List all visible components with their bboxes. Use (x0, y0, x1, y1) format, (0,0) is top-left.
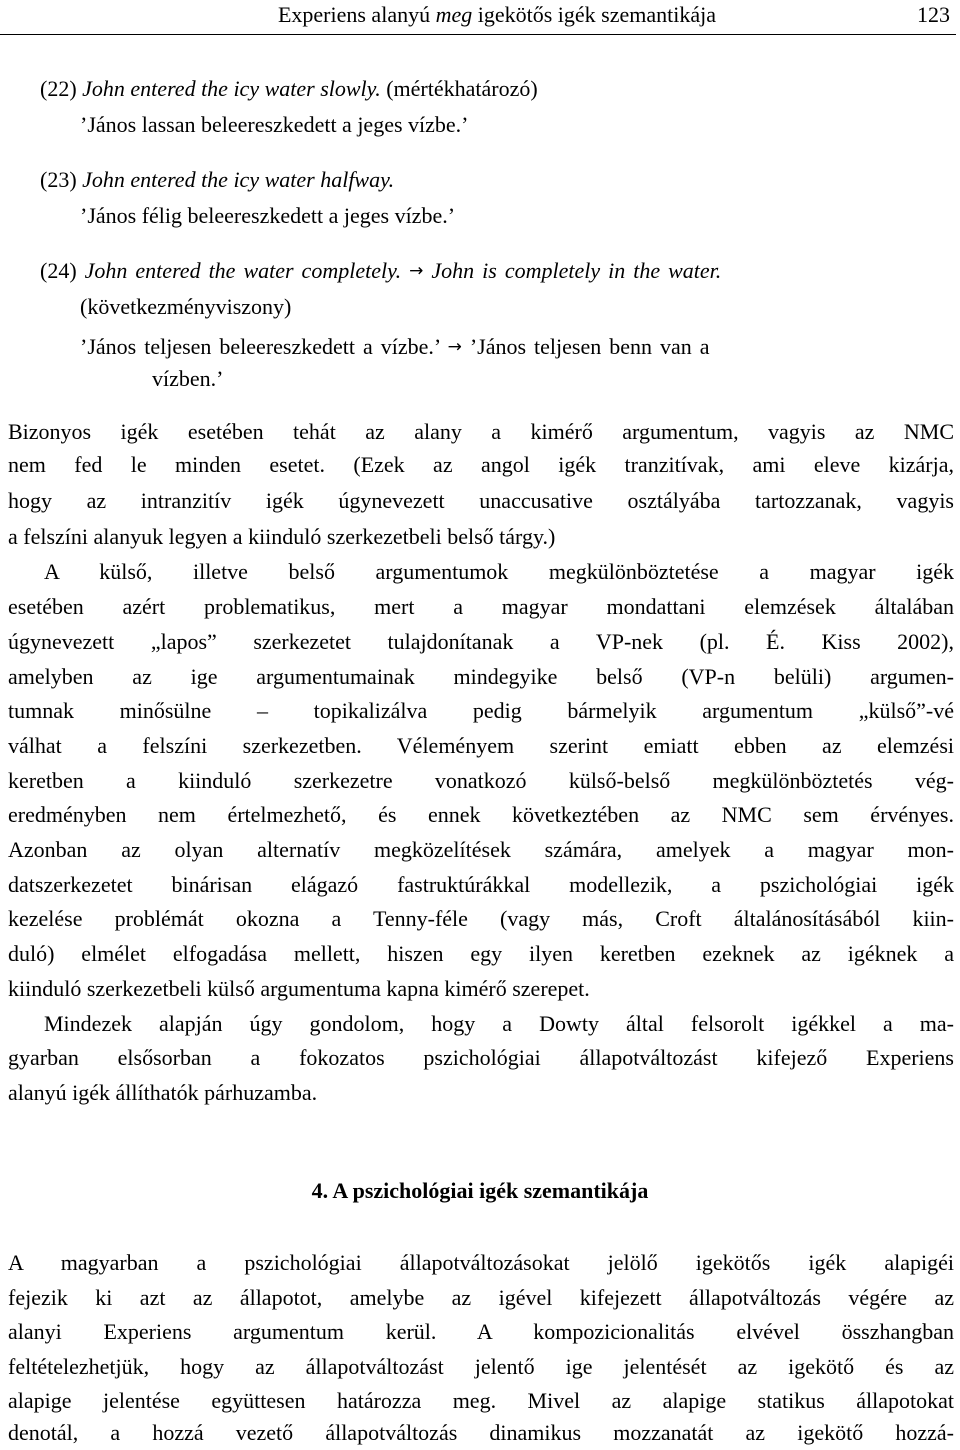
arrow-icon: → (447, 337, 462, 357)
paragraph-line: A külső, illetve belső argumentumok megkülönböztetése a magyar igék (44, 559, 954, 584)
running-title-part: Experiens alanyú (277, 2, 436, 27)
paragraph-line: a felszíni alanyuk legyen a kiinduló szerkezetbeli belső tárgy.) (8, 524, 556, 549)
paragraph-line: amelyben az ige argumentumainak mindegyike belső (VP-n belüli) argumen- (8, 664, 954, 689)
example-24-gloss (80, 333, 960, 363)
paragraph-line: kiinduló szerkezetbeli külső argumentuma kapna kimérő szerepet. (8, 976, 590, 1001)
example-24-label: (következményviszony) (80, 294, 292, 319)
paragraph-line: duló) elmélet elfogadása mellett, hiszen egy ilyen keretben ezeknek az igéknek a (8, 941, 954, 966)
paragraph-line: alapige jelentése együttesen határozza meg. Mivel az alapige statikus állapotokat (8, 1388, 954, 1413)
paragraph-line: datszerkezetet binárisan elágazó fastruktúrákkal modellezik, a pszichológiai igék (8, 872, 954, 897)
example-number: (22) (40, 76, 83, 101)
example-english: John entered the icy water halfway. (82, 167, 395, 192)
paragraph-line: úgynevezett „lapos” szerkezetet tulajdonítanak a VP-nek (pl. É. Kiss 2002), (8, 629, 954, 654)
example-english-consequence: John is completely in the water. (431, 258, 722, 283)
running-title-italic: meg (435, 2, 473, 27)
paragraph-line: esetében azért problematikus, mert a magyar mondattani elemzések általában (8, 594, 954, 619)
example-number: (24) (40, 258, 85, 283)
paragraph-line: Azonban az olyan alternatív megközelítések számára, amelyek a magyar mon- (8, 837, 954, 862)
section-heading: 4. A pszichológiai igék szemantikája (311, 1178, 649, 1203)
paragraph-line: feltételezhetjük, hogy az állapotváltozást jelentő ige jelentését az igekötő és az (8, 1354, 954, 1379)
paragraph-line: gyarban elsősorban a fokozatos pszichológiai állapotváltozást kifejező Experiens (8, 1045, 954, 1070)
paragraph-line: Bizonyos igék esetében tehát az alany a kimérő argumentum, vagyis az NMC (8, 419, 954, 444)
gloss-part: ’János teljesen benn van a (469, 334, 710, 359)
paragraph-line: fejezik ki azt az állapotot, amelybe az igével kifejezett állapotváltozás végére az (8, 1285, 954, 1310)
example-english: John entered the water completely. (84, 258, 402, 283)
running-title (278, 2, 716, 28)
example-english: John entered the icy water slowly. (82, 76, 381, 101)
paragraph-line: tumnak minősülne – topikalizálva pedig bármelyik argumentum „külső”-vé (8, 698, 954, 723)
paragraph-line: alanyi Experiens argumentum kerül. A kompozicionalitás elvével összhangban (8, 1319, 954, 1344)
arrow-icon: → (409, 261, 424, 281)
paragraph-line: denotál, a hozzá vezető állapotváltozás dinamikus mozzanatát az igekötő hozzá- (8, 1420, 954, 1445)
running-title-part: igekötős igék szemantikája (472, 2, 716, 27)
paragraph-line: alanyú igék állíthatók párhuzamba. (8, 1080, 318, 1105)
example-22-gloss: ’János lassan beleereszkedett a jeges vízbe.’ (80, 112, 469, 137)
example-number: (23) (40, 167, 83, 192)
paragraph-line: nem fed le minden esetet. (Ezek az angol igék tranzitívak, ami eleve kizárja, (8, 452, 954, 477)
paragraph-line: Mindezek alapján úgy gondolom, hogy a Dowty által felsorolt igékkel a ma- (44, 1011, 954, 1036)
paragraph-line: kezelése problémát okozna a Tenny-féle (vagy más, Croft általánosításából kiin- (8, 906, 954, 931)
example-23 (40, 166, 960, 194)
paragraph-line: keretben a kiinduló szerkezetre vonatkozó külső-belső megkülönböztetés vég- (8, 768, 954, 793)
running-header (0, 0, 956, 35)
example-24-gloss-cont: vízben.’ (152, 366, 224, 391)
example-23-gloss: ’János félig beleereszkedett a jeges vízbe.’ (80, 203, 456, 228)
paragraph-line: hogy az intranzitív igék úgynevezett unaccusative osztályába tartozzanak, vagyis (8, 488, 954, 513)
paragraph-line: válhat a felszíni szerkezetben. Véleményem szerint emiatt ebben az elemzési (8, 733, 954, 758)
example-24 (40, 257, 960, 287)
page-number: 123 (917, 2, 950, 27)
example-label: (mértékhatározó) (380, 76, 538, 101)
paragraph-line: eredményben nem értelmezhető, és ennek következtében az NMC sem érvényes. (8, 802, 954, 827)
gloss-part: ’János teljesen beleereszkedett a vízbe.’ (80, 334, 440, 359)
example-22 (40, 75, 960, 103)
paragraph-line: A magyarban a pszichológiai állapotváltozásokat jelölő igekötős igék alapigéi (8, 1250, 954, 1275)
